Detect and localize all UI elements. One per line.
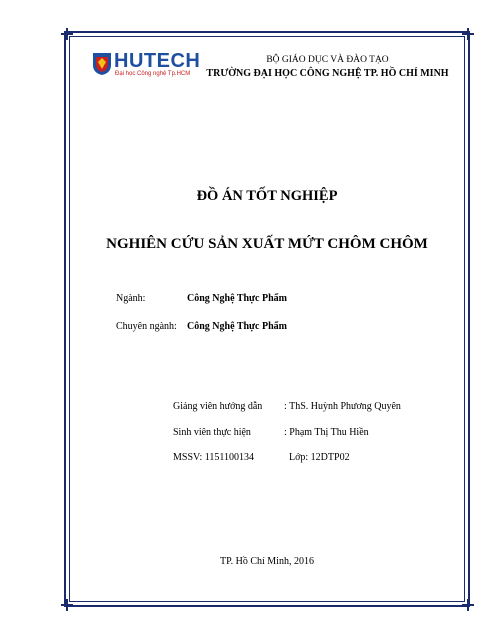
- class-code: Lớp: 12DTP02: [289, 452, 350, 463]
- ministry-name: BỘ GIÁO DỤC VÀ ĐÀO TẠO: [266, 55, 389, 65]
- border-corner-ornament: [61, 599, 73, 611]
- hutech-logo: [92, 50, 201, 82]
- student-value: : Phạm Thị Thu Hiền: [284, 427, 369, 438]
- university-name: TRƯỜNG ĐẠI HỌC CÔNG NGHỆ TP. HỒ CHÍ MINH: [206, 68, 449, 79]
- thesis-title: NGHIÊN CỨU SẢN XUẤT MỨT CHÔM CHÔM: [106, 236, 428, 252]
- specialty-value: Công Nghệ Thực Phẩm: [187, 321, 287, 332]
- advisor-label: Giảng viên hướng dẫn: [173, 401, 263, 412]
- border-corner-ornament: [462, 599, 474, 611]
- specialty-label: Chuyên ngành:: [116, 321, 177, 332]
- logo-name: HUTECH: [114, 50, 201, 72]
- border-corner-ornament: [462, 28, 474, 40]
- page-border-inner: [69, 36, 465, 602]
- student-id: MSSV: 1151100134: [173, 452, 255, 463]
- thesis-type: ĐỒ ÁN TỐT NGHIỆP: [196, 188, 338, 204]
- student-label: Sinh viên thực hiện: [173, 427, 251, 438]
- advisor-value: : ThS. Huỳnh Phương Quyên: [284, 401, 401, 412]
- border-corner-ornament: [61, 28, 73, 40]
- place-and-date: TP. Hồ Chí Minh, 2016: [220, 556, 314, 567]
- major-label: Ngành:: [116, 293, 146, 304]
- logo-subtitle: Đại học Công nghệ Tp.HCM: [115, 71, 191, 77]
- major-value: Công Nghệ Thực Phẩm: [187, 293, 287, 304]
- shield-icon: [92, 52, 112, 76]
